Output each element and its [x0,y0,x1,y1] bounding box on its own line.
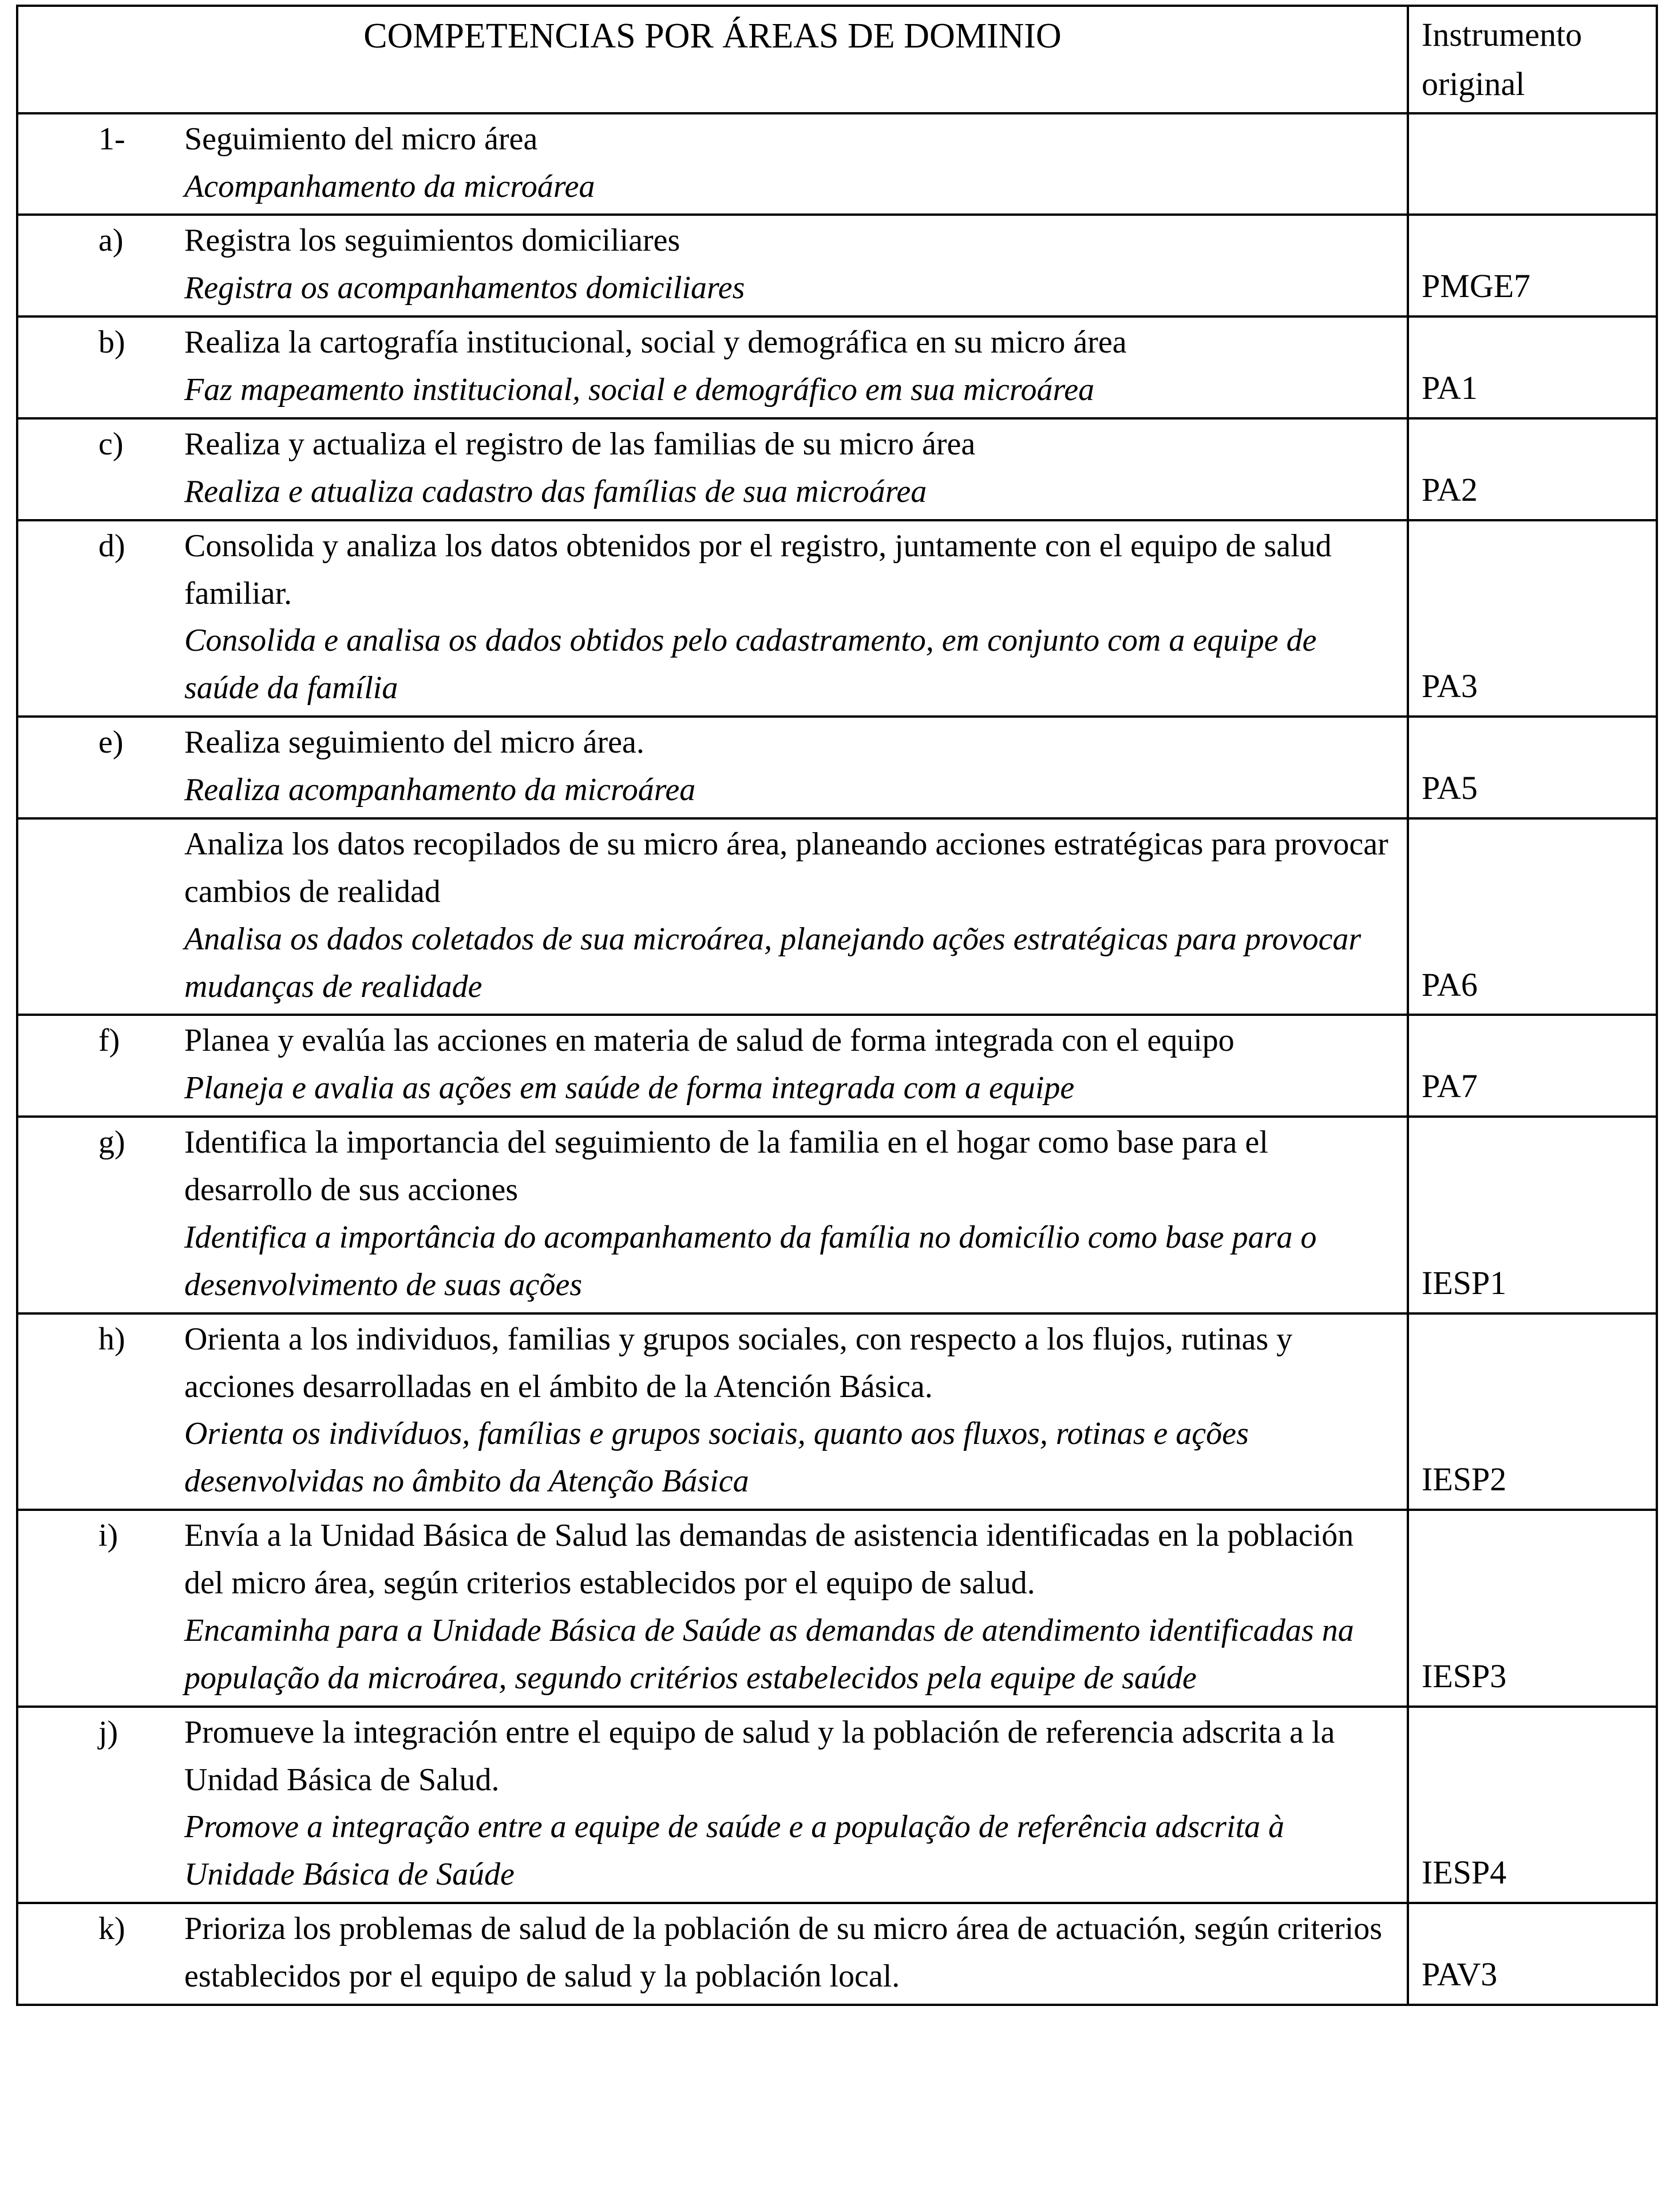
row-text-pt: Analisa os dados coletados de sua microárea, planejando ações estratégicas para provocar mudanças de realidade [184,921,1362,1004]
table-row [17,1313,1657,1510]
row-text-es: Realiza y actualiza el registro de las familias de su micro área [184,426,976,462]
row-code: PA6 [1408,818,1657,1015]
row-text-pt: Identifica a importância do acompanhamento da família no domicílio como base para o desenvolvimento de suas ações [184,1219,1317,1303]
competency-entry [18,116,1399,211]
row-label: g) [98,1125,125,1161]
table-row [17,215,1657,316]
row-text-es: Realiza seguimiento del micro área. [184,725,644,761]
row-text-es: Identifica la importancia del seguimiento de la familia en el hogar como base para el desarrollo de sus acciones [184,1125,1268,1208]
row-text-es: Consolida y analiza los datos obtenidos por el registro, juntamente con el equipo de salud familiar. [184,528,1332,611]
row-text-es: Promueve la integración entre el equipo de salud y la población de referencia adscrita a la Unidad Básica de Salud. [184,1714,1335,1798]
row-label: c) [98,426,124,462]
row-label: i) [98,1518,118,1554]
competency-entry [18,217,1399,312]
row-code: PA7 [1408,1015,1657,1117]
row-code: PAV3 [1408,1903,1657,2005]
row-text-pt: Promove a integração entre a equipe de saúde e a população de referência adscrita à Unidade Básica de Saúde [184,1809,1285,1893]
row-label: j) [98,1714,118,1750]
row-text-pt: Acompanhamento da microárea [184,168,595,204]
table-row [17,520,1657,717]
instrument-column-header: Instrumento original [1408,6,1657,113]
row-code: PA1 [1408,316,1657,418]
row-text-pt: Realiza e atualiza cadastro das famílias de sua microárea [184,473,927,509]
row-code: IESP1 [1408,1117,1657,1313]
competency-entry [18,1512,1399,1702]
table-row [17,1015,1657,1117]
row-text-es: Realiza la cartografía institucional, social y demográfica en su micro área [184,325,1127,361]
competency-entry [18,523,1399,713]
row-label: f) [98,1023,120,1059]
table-row [17,1707,1657,1904]
competency-entry [18,719,1399,814]
table-row [17,1903,1657,2005]
table-body [17,113,1657,2005]
row-code: PA2 [1408,418,1657,520]
row-label: k) [98,1911,125,1947]
row-text-pt: Faz mapeamento institucional, social e demográfico em sua microárea [184,372,1095,408]
row-text-pt: Realiza acompanhamento da microárea [184,772,696,808]
competencies-table [16,5,1658,2006]
row-text-es: Orienta a los individuos, familias y grupos sociales, con respecto a los flujos, rutinas y acciones desarrolladas en el ámbito de la Atención Básica. [184,1321,1293,1404]
table-row [17,316,1657,418]
row-code: PA5 [1408,717,1657,818]
table-row [17,1117,1657,1313]
table-row [17,818,1657,1015]
table-row [17,1510,1657,1707]
competency-entry [18,1905,1399,2000]
competency-entry [18,1017,1399,1112]
competency-entry [18,1119,1399,1309]
competency-entry [18,1316,1399,1506]
table-title: COMPETENCIAS POR ÁREAS DE DOMINIO [17,6,1408,113]
row-code: IESP4 [1408,1707,1657,1904]
row-text-pt: Planeja e avalia as ações em saúde de forma integrada com a equipe [184,1070,1075,1106]
row-text-es: Planea y evalúa las acciones en materia de salud de forma integrada con el equipo [184,1023,1234,1059]
row-code: IESP2 [1408,1313,1657,1510]
row-label: e) [98,725,124,761]
table-row [17,418,1657,520]
row-text-es: Prioriza los problemas de salud de la población de su micro área de actuación, según criterios establecidos por el equipo de salud y la población local. [184,1911,1383,1995]
row-label: h) [98,1321,125,1357]
row-text-pt: Encaminha para a Unidade Básica de Saúde as demandas de atendimento identificadas na população da microárea, segundo critérios estabelecidos pela equipe de saúde [184,1612,1354,1696]
row-label: a) [98,223,124,259]
row-text-pt: Orienta os indivíduos, famílias e grupos sociais, quanto aos fluxos, rotinas e ações desenvolvidas no âmbito da Atenção Básica [184,1416,1249,1499]
row-code: PMGE7 [1408,215,1657,316]
row-text-es: Registra los seguimientos domiciliares [184,223,680,259]
table-row [17,717,1657,818]
competency-entry [18,1709,1399,1899]
row-code [1408,113,1657,215]
table-row [17,113,1657,215]
row-text-es: Envía a la Unidad Básica de Salud las demandas de asistencia identificadas en la población del micro área, según criterios establecidos por el equipo de salud. [184,1518,1354,1601]
row-label: b) [98,325,125,361]
row-text-es: Seguimiento del micro área [184,121,538,157]
competency-entry [18,421,1399,516]
row-label: d) [98,528,125,564]
row-code: PA3 [1408,520,1657,717]
competency-entry [18,821,1399,1011]
row-label [98,821,184,1011]
row-text-pt: Registra os acompanhamentos domiciliares [184,270,745,306]
row-text-pt: Consolida e analisa os dados obtidos pelo cadastramento, em conjunto com a equipe de saúde da família [184,623,1317,706]
competency-entry [18,319,1399,414]
table-header-row [17,6,1657,113]
row-code: IESP3 [1408,1510,1657,1707]
row-label: 1- [98,121,125,157]
row-text-es: Analiza los datos recopilados de su micro área, planeando acciones estratégicas para provocar cambios de realidad [184,826,1388,909]
